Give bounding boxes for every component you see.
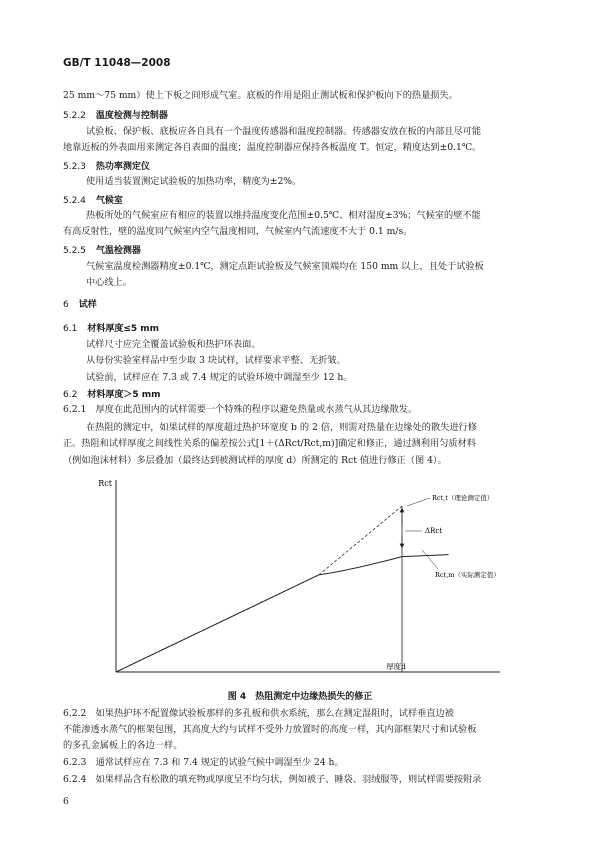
paragraph-line: 的多孔金属板上的各边一样。	[63, 740, 183, 751]
paragraph-line: 25 mm～75 mm）使上下板之间形成气室。底板的作用是阻止测试板和保护板向下的热量损失。	[63, 90, 458, 101]
paragraph-line: 气候室温度检测器精度±0.1℃，测定点距试验板及气候室顶端均在 150 mm 以上，且处于试验板	[86, 261, 484, 272]
paragraph-line: 试样尺寸应完全覆盖试验板和热护环表面。	[86, 339, 261, 350]
paragraph-line: （例如泡沫材料）多层叠加（最终达到被测试样的厚度 d）所测定的 Rct 值进行修正（图 4）。	[63, 455, 447, 466]
section-heading: 5.2.5 气温检测器	[63, 246, 141, 256]
section-heading: 5.2.4 气候室	[63, 196, 123, 206]
paragraph-line: 中心线上。	[86, 277, 132, 288]
page-number: 6	[63, 797, 69, 807]
paragraph-line: 不能渗透水蒸气的框架包围，其高度大约与试样不受外力放置时的高度一样，其内部框架尺寸和试验板	[63, 724, 477, 735]
section-heading: 6 试样	[63, 300, 97, 310]
figure-caption: 图 4 热阻测定中边缘热损失的修正	[227, 692, 373, 702]
paragraph-line: 热板所处的气候室应有相应的装置以维持温度变化范围±0.5℃、相对湿度±3%；气候室的壁不能	[86, 210, 481, 221]
paragraph-line: 6.2.3 通常试样应在 7.3 和 7.4 规定的试验气候中调湿至少 24 h。	[63, 757, 344, 768]
paragraph-line: 在热阻的测定中，如果试样的厚度超过热护环宽度 b 的 2 倍，则需对热量在边缘处的散失进行修	[86, 422, 477, 433]
x-axis-label: 厚度d	[386, 662, 406, 671]
paragraph-line: 6.2.4 如果样品含有松散的填充物或厚度呈不均匀状，例如被子、睡袋、羽绒服等，则试样需要按附录	[63, 774, 482, 785]
series-line-theoretical	[116, 506, 402, 672]
figure-4-chart	[60, 470, 540, 685]
paragraph-line: 试验板、保护板、底板应各自具有一个温度传感器和温度控制器。传感器安放在板的内部且尽可能	[86, 126, 482, 137]
series-line-actual	[116, 555, 449, 672]
section-heading: 6.2 材料厚度＞5 mm	[63, 390, 161, 400]
paragraph-line: 正。热阻和试样厚度之间线性关系的偏差按公式[1＋(ΔRct/Rct,m)]确定和修正，通过测利用匀质材料	[63, 438, 476, 449]
y-axis-label: Rct	[98, 479, 112, 488]
paragraph-line: 试验前，试样应在 7.3 或 7.4 规定的试验环境中调湿至少 12 h。	[86, 372, 353, 383]
paragraph-line: 地靠近板的外表面用来测定各自表面的温度；温度控制器应保持各板温度 T。恒定，精度达到±0.1℃。	[63, 142, 482, 153]
label-delta: ΔRct	[425, 527, 443, 535]
section-heading: 5.2.2 温度检测与控制器	[63, 111, 168, 121]
standard-number: GB/T 11048—2008	[63, 57, 171, 69]
paragraph-line: 6.2.1 厚度在此范围内的试样需要一个特殊的程序以避免热量或水蒸气从其边缘散发。	[63, 404, 418, 415]
paragraph-line: 使用适当装置测定试验板的加热功率，精度为±2%。	[86, 176, 302, 187]
label-theoretical: Rct,t（理论测定值）	[432, 494, 494, 502]
label-actual: Rct,m（实际测定值）	[435, 571, 500, 579]
paragraph-line: 6.2.2 如果热护环不配置像试验板那样的多孔板和供水系统，那么在测定湿阻时，试样垂直边被	[63, 708, 454, 719]
paragraph-line: 有高反射性，壁的温度同气候室内空气温度相同，气候室内气流速度不大于 0.1 m/s。	[63, 226, 413, 237]
section-heading: 5.2.3 热功率测定仪	[63, 162, 150, 172]
section-heading: 6.1 材料厚度≤5 mm	[63, 324, 160, 334]
paragraph-line: 从每份实验室样品中至少取 3 块试样，试样要求平整、无折皱。	[86, 355, 346, 366]
